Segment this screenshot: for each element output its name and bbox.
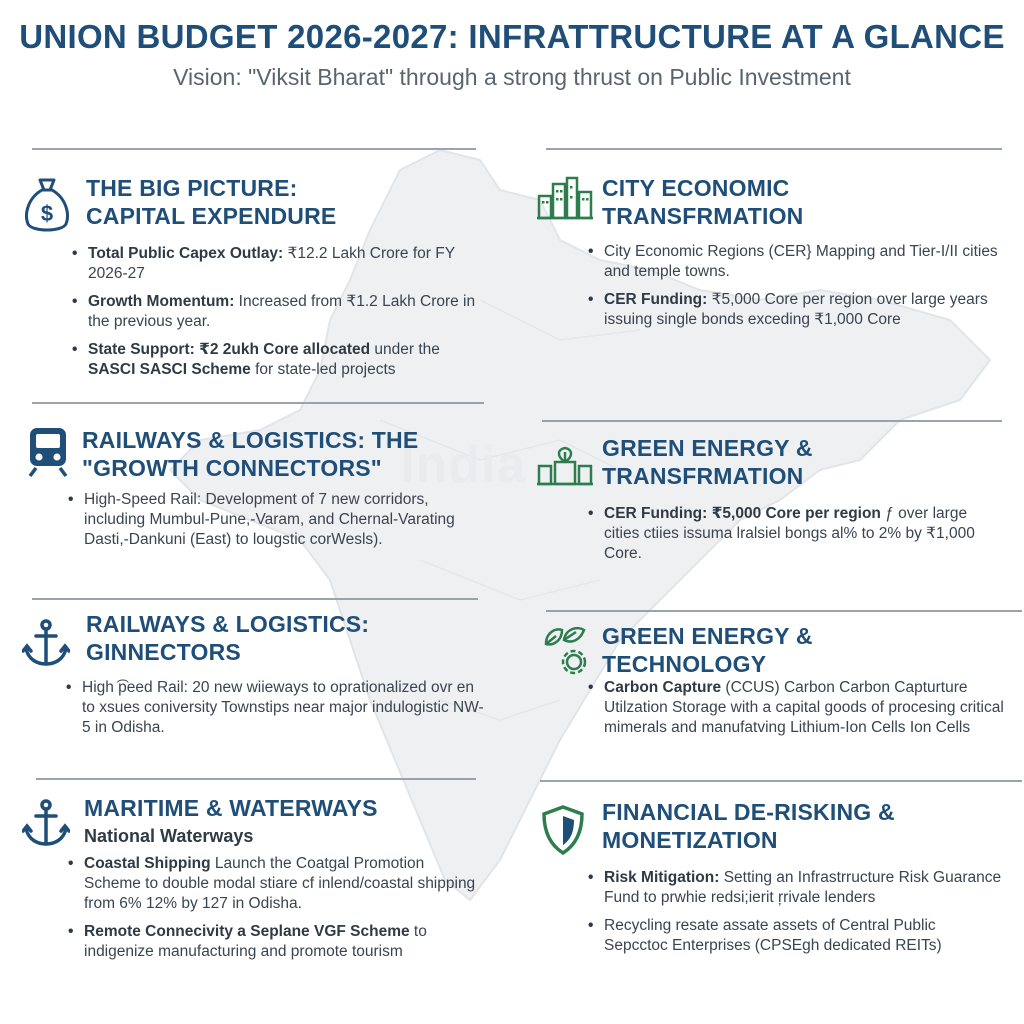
- section-title: THE BIG PICTURE: CAPITAL EXPENDURE: [86, 175, 337, 229]
- section-railways-growth: [0, 402, 500, 592]
- money-bag-icon: [22, 176, 72, 234]
- list-item: • CER Funding: ₹5,000 Core per region ƒ over large cities ctiies issuma lralsiel bongs al% to 2% by ₹1,000 Core.: [582, 504, 1002, 564]
- section-title: RAILWAYS & LOGISTICS: THE "GROWTH CONNECTORS": [82, 427, 419, 481]
- list-item: • Remote Connecivity a Seplane VGF Scheme to indigenize manufacturing and promote tourism: [62, 922, 482, 962]
- divider: [542, 420, 1002, 422]
- list-item: • Risk Mitigation: Setting an Infrastrructure Risk Guarance Fund to prwhie redsi;ierit ŗrivale lenders: [582, 868, 1002, 908]
- list-item: • Coastal Shipping Launch the Coatgal Promotion Scheme to double modal stiare cf inlend/coastal shipping from 6% 12% by 127 in Odisha.: [62, 854, 482, 914]
- bullet-list: [582, 504, 1002, 572]
- bullet-list: [66, 244, 486, 388]
- watermark-text: India: [400, 436, 527, 494]
- section-city-economic: [520, 148, 1010, 398]
- divider: [32, 598, 478, 600]
- section-subtitle: National Waterways: [84, 826, 254, 846]
- section-title: CITY ECONOMIC TRANSFRMATION: [602, 175, 804, 229]
- divider: [36, 778, 476, 780]
- list-item: • High ͡peed Rail: 20 new wiieways to oprationalized ovr en to xsues coniversity Townstips near major indulogistic NW-5 in Odisha.: [60, 678, 490, 738]
- section-railways-connectors: [0, 598, 500, 773]
- list-item: • CER Funding: ₹5,000 Core per region over large years issuing single bonds exceding ₹1,000 Core: [582, 290, 1002, 330]
- page-title: UNION BUDGET 2026-2027: INFRATTRUCTURE AT A GLANCE: [19, 18, 1005, 55]
- section-title: FINANCIAL DE-RISKING & MONETIZATION: [602, 799, 895, 853]
- list-item: • State Support: ₹2 2ukh Core allocated under the SASCI SASCI Scheme for state-led projects: [66, 340, 486, 380]
- bullet-list: [582, 678, 1014, 746]
- divider: [32, 402, 484, 404]
- bullet-list: [582, 868, 1002, 964]
- page-header: [0, 16, 1024, 92]
- train-icon: [26, 424, 70, 478]
- section-financial-derisking: [520, 780, 1020, 1010]
- section-title: RAILWAYS & LOGISTICS: GINNECTORS: [86, 611, 370, 665]
- section-green-energy-technology: [520, 610, 1020, 780]
- section-big-picture: [0, 148, 500, 398]
- bullet-list: [62, 854, 482, 970]
- bullet-list: [60, 678, 490, 746]
- list-item: • Recycling resate assate assets of Central Public Sepcctoc Enterprises (CPSEgh dedicated REITs): [582, 916, 1002, 956]
- section-green-energy-transformation: [520, 420, 1010, 600]
- anchor-icon: [22, 618, 70, 668]
- divider: [546, 610, 1022, 612]
- anchor-icon: [22, 798, 70, 848]
- section-title: MARITIME & WATERWAYS: [84, 795, 378, 821]
- bullet-list: [62, 490, 492, 558]
- section-title: GREEN ENERGY & TRANSFRMATION: [602, 435, 813, 489]
- green-energy-icon: [536, 446, 594, 486]
- list-item: • Total Public Capex Outlay: ₹12.2 Lakh Crore for FY 2026-27: [66, 244, 486, 284]
- section-maritime-waterways: [0, 778, 500, 1008]
- list-item: • High-Speed Rail: Development of 7 new corridors, including Mumbul-Pune,-Varam, and Chernal-Varating Dasti,-Dankuni (East) to lougstic corWesls).: [62, 490, 492, 550]
- bullet-list: [582, 242, 1002, 338]
- divider: [32, 148, 476, 150]
- list-item: • City Economic Regions (CER} Mapping and Tier-I/II cities and temple towns.: [582, 242, 1002, 282]
- page-subtitle: Vision: "Viksit Bharat" through a strong thrust on Public Investment: [173, 64, 851, 90]
- divider: [546, 148, 1002, 150]
- list-item: • Growth Momentum: Increased from ₹1.2 Lakh Crore in the previous year.: [66, 292, 486, 332]
- divider: [540, 780, 1022, 782]
- shield-icon: [540, 804, 586, 856]
- list-item: • Carbon Capture (CCUS) Carbon Carbon Capturture Utilzation Storage with a capital goods of procesing critical mimerals and manufatving Lithium-Ion Cells Ion Cells: [582, 678, 1014, 738]
- section-title: GREEN ENERGY & TECHNOLOGY: [602, 623, 813, 677]
- leaf-gear-icon: [540, 624, 592, 676]
- city-buildings-icon: [536, 176, 594, 220]
- svg-text:$: $: [40, 201, 54, 226]
